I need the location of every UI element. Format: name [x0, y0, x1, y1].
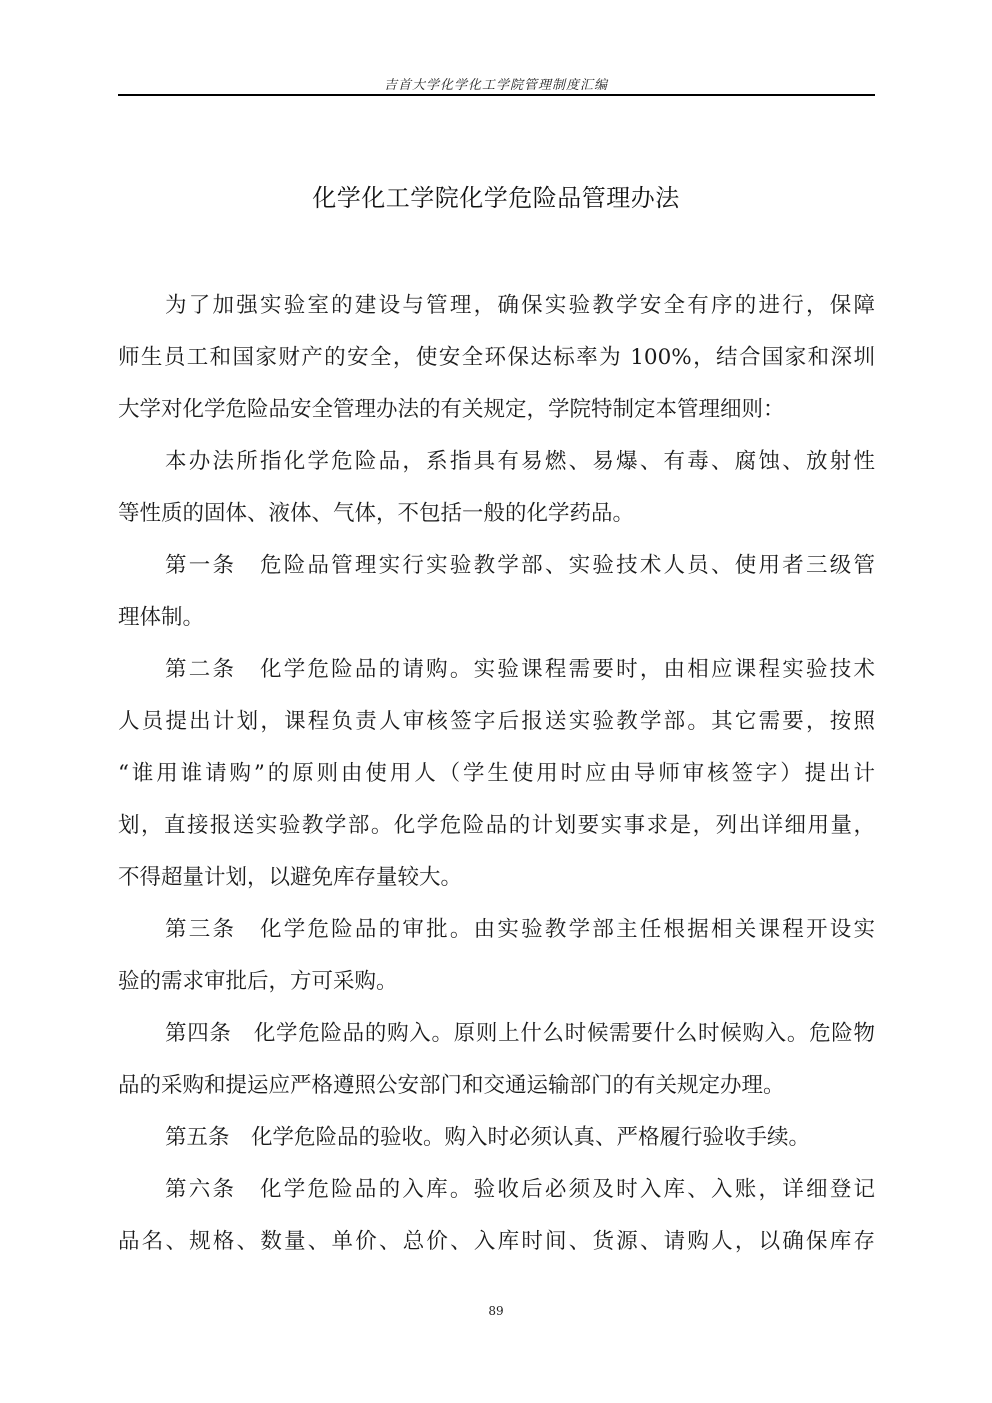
body-text-line: “谁用谁请购”的原则由使用人（学生使用时应由导师审核签字）提出计 [118, 761, 875, 786]
running-header: 吉首大学化学化工学院管理制度汇编 [383, 78, 608, 93]
body-text-line: 第六条 化学危险品的入库。验收后必须及时入库、入账，详细登记 [165, 1177, 875, 1202]
body-text-line: 人员提出计划，课程负责人审核签字后报送实验教学部。其它需要，按照 [118, 709, 875, 734]
body-text-line: 第一条 危险品管理实行实验教学部、实验技术人员、使用者三级管 [165, 553, 875, 578]
body-text-line: 理体制。 [118, 605, 205, 630]
body-text-line: 第四条 化学危险品的购入。原则上什么时候需要什么时候购入。危险物 [165, 1021, 875, 1046]
body-text-line: 第二条 化学危险品的请购。实验课程需要时，由相应课程实验技术 [165, 657, 875, 682]
page-number: 89 [488, 1304, 504, 1318]
body-text-line: 不得超量计划，以避免库存量较大。 [118, 865, 463, 890]
body-text-line: 师生员工和国家财产的安全，使安全环保达标率为 100%，结合国家和深圳 [118, 345, 875, 370]
body-text-line: 等性质的固体、液体、气体，不包括一般的化学药品。 [118, 501, 635, 526]
body-text-line: 品的采购和提运应严格遵照公安部门和交通运输部门的有关规定办理。 [118, 1073, 785, 1098]
body-text-line: 第五条 化学危险品的验收。购入时必须认真、严格履行验收手续。 [165, 1125, 811, 1150]
header-divider [118, 94, 875, 96]
body-text-line: 本办法所指化学危险品，系指具有易燃、易爆、有毒、腐蚀、放射性 [165, 449, 875, 474]
body-text-line: 验的需求审批后，方可采购。 [118, 969, 398, 994]
body-text-line: 大学对化学危险品安全管理办法的有关规定，学院特制定本管理细则： [118, 397, 785, 422]
document-title: 化学化工学院化学危险品管理办法 [312, 184, 680, 212]
body-text-line: 划，直接报送实验教学部。化学危险品的计划要实事求是，列出详细用量， [118, 813, 875, 838]
body-text-line: 第三条 化学危险品的审批。由实验教学部主任根据相关课程开设实 [165, 917, 875, 942]
body-text-line: 为了加强实验室的建设与管理，确保实验教学安全有序的进行，保障 [165, 293, 875, 318]
body-text-line: 品名、规格、数量、单价、总价、入库时间、货源、请购人，以确保库存 [118, 1229, 875, 1254]
